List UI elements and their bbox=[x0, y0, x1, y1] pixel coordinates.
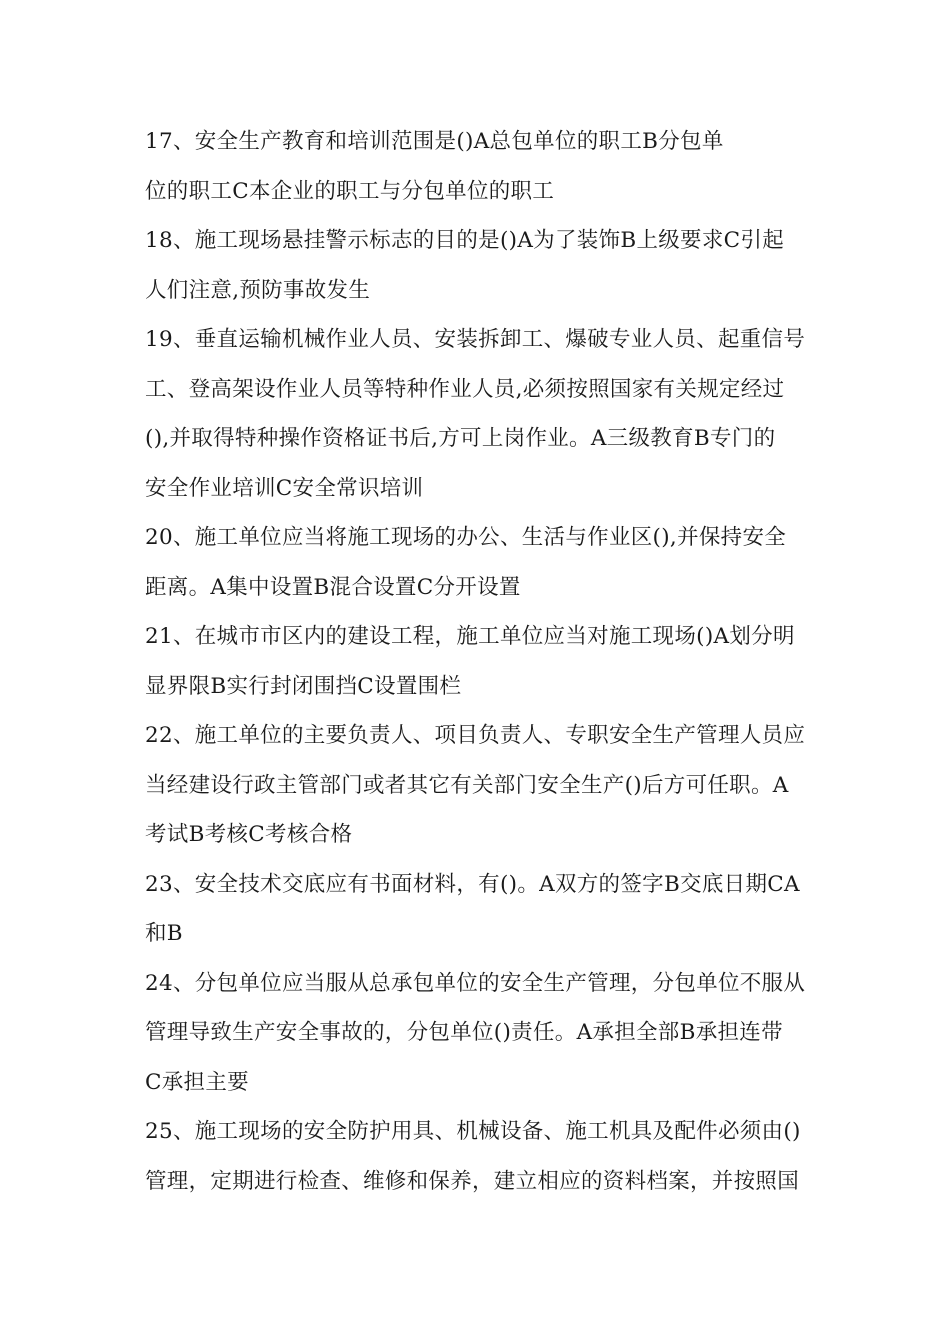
text-line: 25、施工现场的安全防护用具、机械设备、施工机具及配件必须由() bbox=[145, 1119, 801, 1144]
text-line: 管理导致生产安全事故的，分包单位()责任。A承担全部B承担连带 bbox=[145, 1020, 783, 1045]
text-line: 17、安全生产教育和培训范围是()A总包单位的职工B分包单 bbox=[145, 129, 724, 154]
text-line: (),并取得特种操作资格证书后,方可上岗作业。A三级教育B专门的 bbox=[145, 426, 776, 451]
text-line: 位的职工C本企业的职工与分包单位的职工 bbox=[145, 178, 555, 204]
text-line: 人们注意,预防事故发生 bbox=[145, 277, 371, 303]
text-line: 22、施工单位的主要负责人、项目负责人、专职安全生产管理人员应 bbox=[145, 723, 806, 748]
text-line: 显界限B实行封闭围挡C设置围栏 bbox=[145, 673, 462, 699]
text-line: 18、施工现场悬挂警示标志的目的是()A为了装饰B上级要求C引起 bbox=[145, 228, 785, 253]
text-line: 管理，定期进行检查、维修和保养，建立相应的资料档案，并按照国 bbox=[145, 1168, 800, 1194]
text-line: 考试B考核C考核合格 bbox=[145, 822, 353, 847]
text-line: 20、施工单位应当将施工现场的办公、生活与作业区(),并保持安全 bbox=[145, 525, 787, 550]
text-line: 工、登高架设作业人员等特种作业人员,必须按照国家有关规定经过 bbox=[145, 376, 785, 402]
text-line: 当经建设行政主管部门或者其它有关部门安全生产()后方可任职。A bbox=[145, 772, 789, 798]
text-line: 23、安全技术交底应有书面材料，有()。A双方的签字B交底日期CA bbox=[145, 871, 800, 897]
text-line: 安全作业培训C安全常识培训 bbox=[145, 475, 424, 501]
text-line: 和B bbox=[145, 921, 183, 946]
text-line: C承担主要 bbox=[145, 1069, 249, 1095]
text-line: 距离。A集中设置B混合设置C分开设置 bbox=[145, 574, 521, 600]
text-line: 21、在城市市区内的建设工程，施工单位应当对施工现场()A划分明 bbox=[145, 624, 795, 649]
text-line: 19、垂直运输机械作业人员、安装拆卸工、爆破专业人员、起重信号 bbox=[145, 327, 806, 352]
document-body bbox=[145, 117, 825, 1206]
text-line: 24、分包单位应当服从总承包单位的安全生产管理，分包单位不服从 bbox=[145, 970, 806, 996]
